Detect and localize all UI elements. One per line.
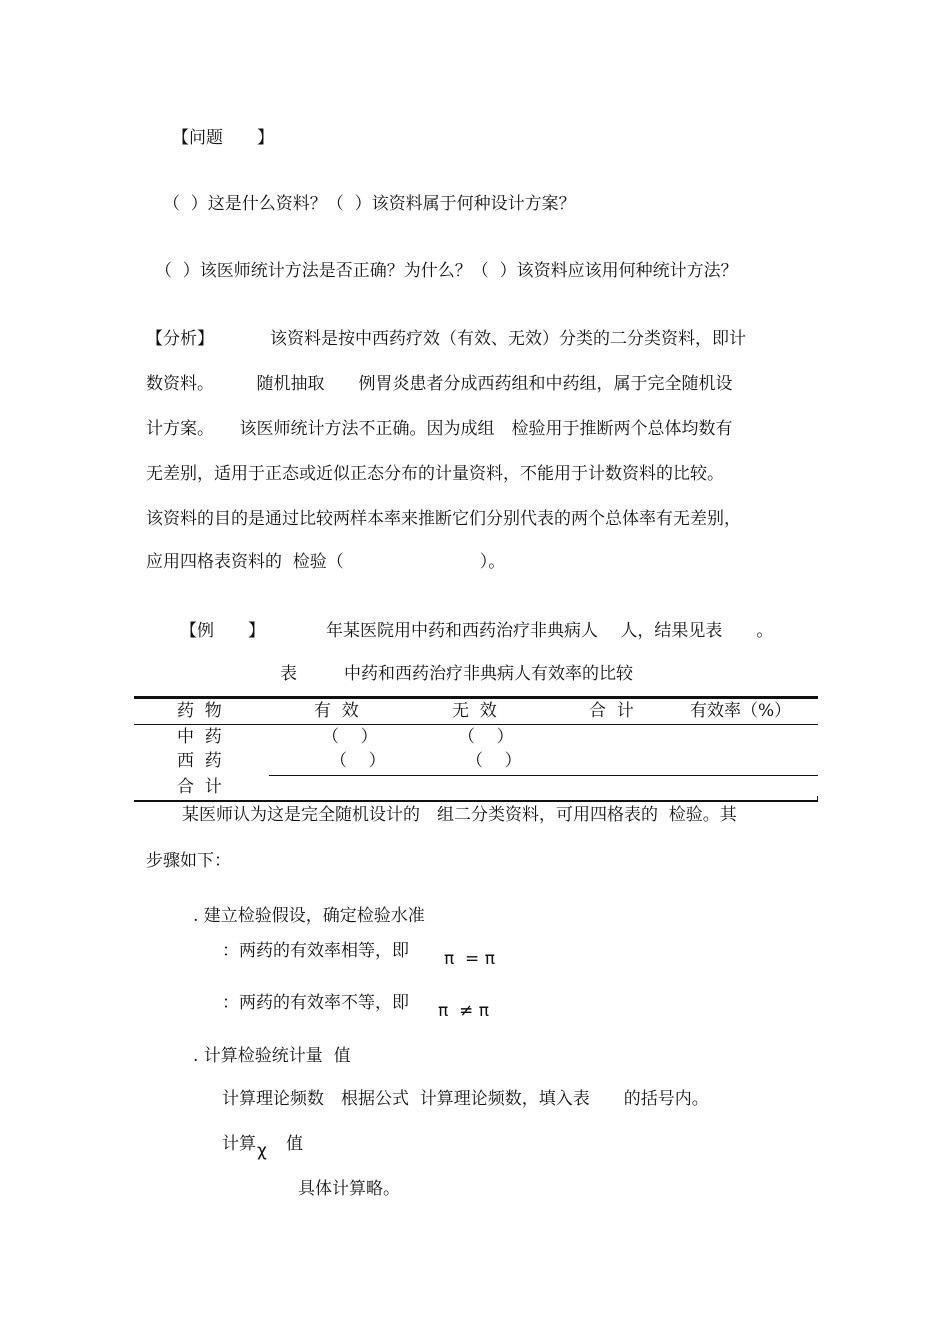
table-total-rule [269, 775, 818, 776]
analysis-line-3: 计方案。 该医师统计方法不正确。因为成组 检验用于推断两个总体均数有 [146, 419, 733, 439]
example-label: 【例 】 [180, 621, 265, 641]
table-cell-effective: （ ） [330, 751, 386, 771]
table-header-total: 合 计 [589, 701, 634, 721]
analysis-line-1: 该资料是按中西药疗效（有效、无效）分类的二分类资料，即计 [270, 329, 746, 349]
step-1-heading: . 建立检验假设，确定检验水准 [193, 906, 425, 926]
table-cell-ineffective: （ ） [458, 727, 514, 747]
table-row-label: 合 计 [177, 777, 222, 797]
analysis-line-4: 无差别，适用于正态或近似正态分布的计量资料，不能用于计数资料的比较。 [146, 464, 724, 484]
analysis-label: 【分析】 [146, 329, 214, 349]
analysis-line-5: 该资料的目的是通过比较两样本率来推断它们分别代表的两个总体率有无差别， [146, 509, 741, 529]
question-line-1: （ ）这是什么资料？（ ）该资料属于何种设计方案？ [163, 194, 576, 214]
table-top-rule [134, 696, 818, 699]
analysis-line-6: 应用四格表资料的 检验（ ）。 [146, 552, 506, 572]
table-caption-prefix: 表 [280, 664, 297, 684]
table-row-label: 西 药 [177, 751, 222, 771]
table-cell-effective: （ ） [322, 727, 378, 747]
table-caption-title: 中药和西药治疗非典病人有效率的比较 [344, 664, 633, 684]
table-cell-ineffective: （ ） [466, 751, 522, 771]
calc-chi-prefix: 计算 [222, 1134, 256, 1154]
after-table-line-1: 某医师认为这是完全随机设计的 组二分类资料，可用四格表的 检验。其 [182, 805, 737, 825]
questions-heading: 【问题 】 [172, 128, 274, 148]
h1-text: ：两药的有效率不等，即 [222, 993, 409, 1013]
h0-formula: π = π [444, 949, 495, 969]
table-bottom-rule [134, 800, 818, 802]
table-edge-mark [817, 796, 818, 802]
detail-note: 具体计算略。 [298, 1179, 400, 1199]
table-header-drug: 药 物 [177, 701, 222, 721]
table-header-ineffective: 无 效 [452, 701, 497, 721]
table-header-rate: 有效率（%） [690, 701, 792, 721]
example-text: 年某医院用中药和西药治疗非典病人 人，结果见表 。 [326, 621, 774, 641]
h0-text: ：两药的有效率相等，即 [222, 941, 409, 961]
analysis-line-2: 数资料。 随机抽取 例胃炎患者分成西药组和中药组，属于完全随机设 [146, 374, 733, 394]
calc-chi-suffix: 值 [286, 1134, 303, 1154]
table-header-rule [134, 724, 818, 725]
calc-theory-line: 计算理论频数 根据公式 计算理论频数，填入表 的括号内。 [222, 1089, 709, 1109]
question-line-2: （ ）该医师统计方法是否正确？为什么？（ ）该资料应该用何种统计方法？ [155, 261, 738, 281]
h1-formula: π ≠ π [438, 1001, 489, 1021]
efficacy-table [134, 696, 818, 802]
after-table-line-2: 步骤如下： [146, 851, 231, 871]
table-header-effective: 有 效 [314, 701, 359, 721]
step-2-heading: . 计算检验统计量 值 [193, 1046, 351, 1066]
chi-symbol: χ [257, 1141, 267, 1161]
table-row-label: 中 药 [177, 727, 222, 747]
